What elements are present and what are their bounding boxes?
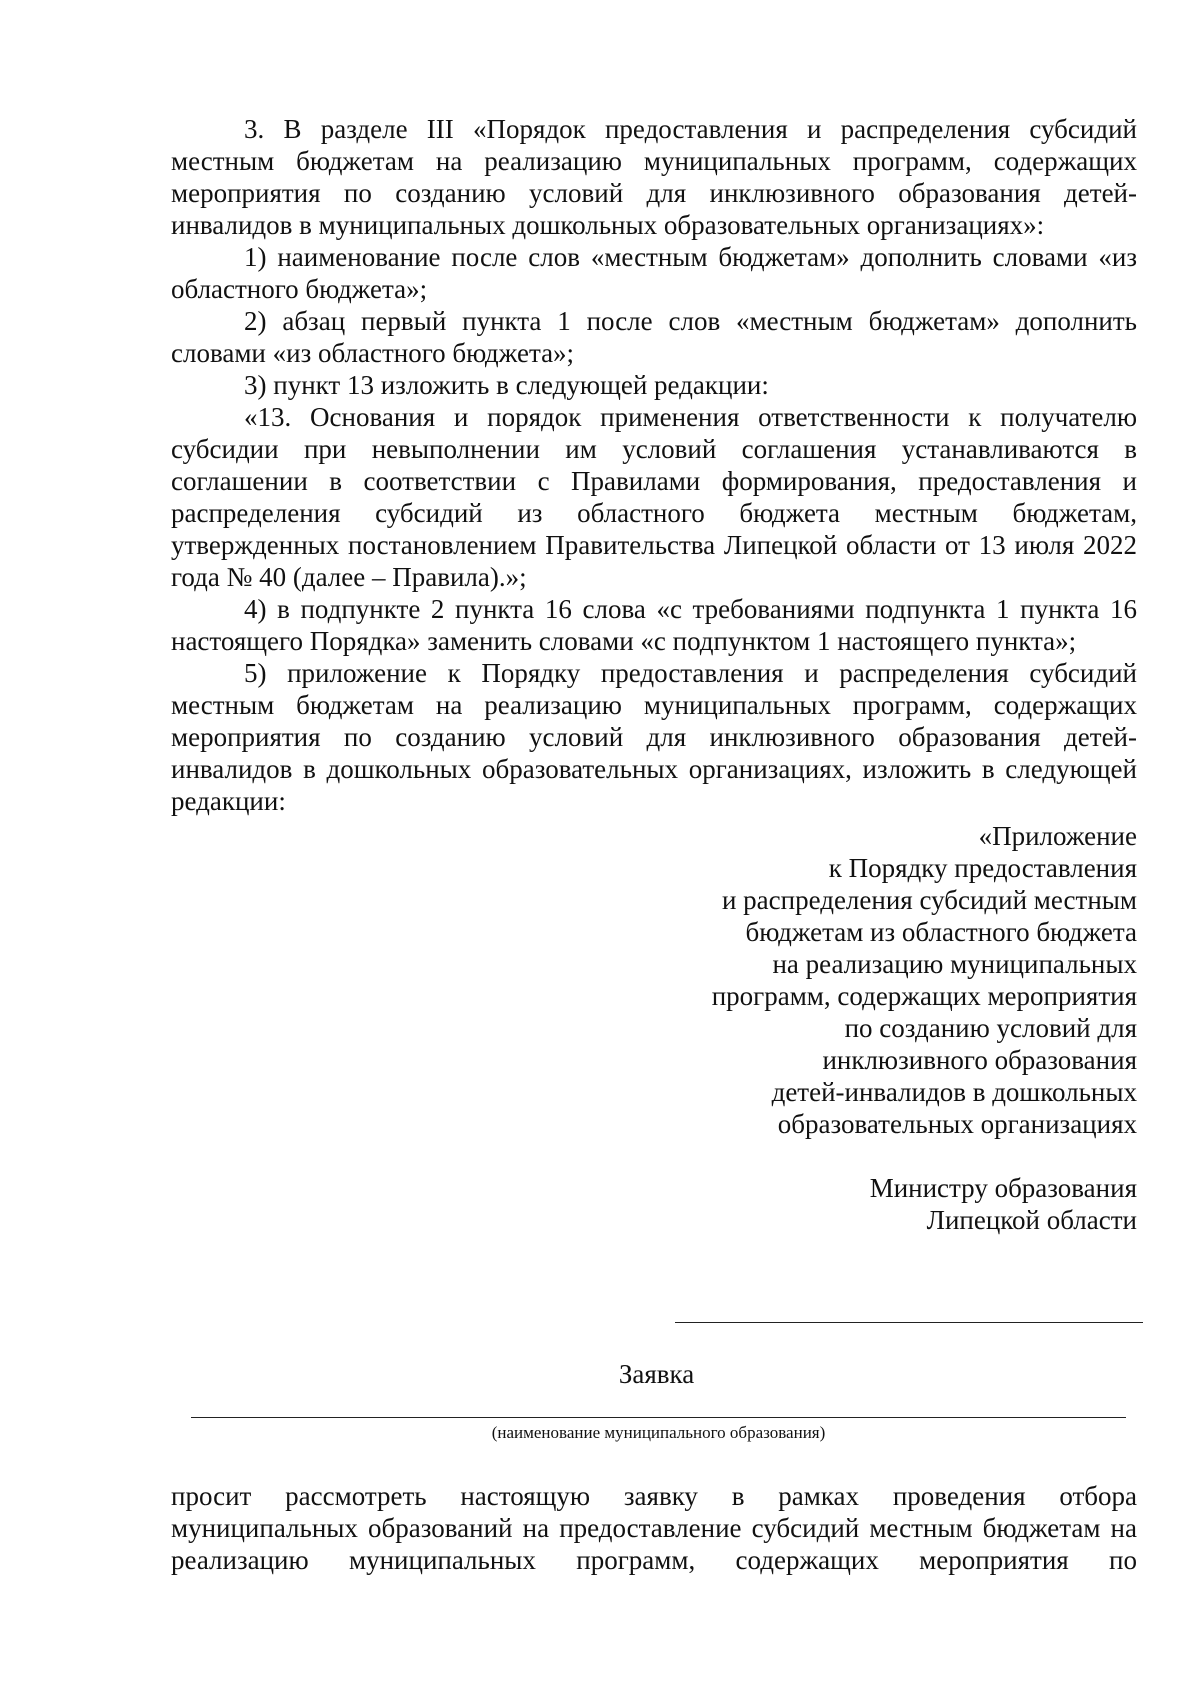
closing-paragraph: просит рассмотреть настоящую заявку в рамках проведения отбора муниципальных образований на предоставление субсидий местным бюджетам на реализацию муниципальных программ, содержащих мероприятия по — [171, 1481, 1137, 1575]
appendix-line: образовательных организациях — [777, 1109, 1137, 1139]
addressee-line: Липецкой области — [926, 1205, 1137, 1235]
body-paragraph: «13. Основания и порядок применения ответственности к получателю субсидии при невыполнении им условий соглашения устанавливаются в соглашении в соответствии с Правилами формирования, предоставления и распределения субсидий из областного бюджета местным бюджетам, утвержденных постановлением Правительства Липецкой области от 13 июля 2022 года № 40 (далее – Правила).»; — [171, 402, 1137, 592]
appendix-line: инклюзивного образования — [822, 1045, 1137, 1075]
body-paragraph: 2) абзац первый пункта 1 после слов «местным бюджетам» дополнить словами «из областного бюджета»; — [171, 306, 1137, 368]
municipality-name-line — [191, 1417, 1126, 1418]
signature-line — [675, 1322, 1143, 1323]
appendix-line: и распределения субсидий местным — [721, 885, 1137, 915]
body-paragraph: 4) в подпункте 2 пункта 16 слова «с требованиями подпункта 1 пункта 16 настоящего Порядка» заменить словами «с подпунктом 1 настоящего пункта»; — [171, 594, 1137, 656]
addressee-line: Министру образования — [869, 1173, 1137, 1203]
appendix-header — [171, 820, 1137, 1140]
appendix-line: по созданию условий для — [844, 1013, 1137, 1043]
body-paragraph: 5) приложение к Порядку предоставления и распределения субсидий местным бюджетам на реализацию муниципальных программ, содержащих мероприятия по созданию условий для инклюзивного образования детей-инвалидов в дошкольных образовательных организациях, изложить в следующей редакции: — [171, 658, 1137, 816]
document-body — [171, 113, 1137, 1236]
appendix-line: на реализацию муниципальных — [772, 949, 1137, 979]
appendix-line: детей-инвалидов в дошкольных — [771, 1077, 1137, 1107]
body-paragraph: 3. В разделе III «Порядок предоставления и распределения субсидий местным бюджетам на реализацию муниципальных программ, содержащих мероприятия по созданию условий для инклюзивного образования детей-инвалидов в муниципальных дошкольных образовательных организациях»: — [171, 114, 1137, 240]
body-paragraph: 3) пункт 13 изложить в следующей редакции: — [244, 370, 769, 400]
application-heading: Заявка — [618, 1359, 695, 1389]
addressee-block — [171, 1172, 1137, 1236]
closing-paragraph-block — [171, 1480, 1137, 1576]
body-paragraph: 1) наименование после слов «местным бюджетам» дополнить словами «из областного бюджета»; — [171, 242, 1137, 304]
municipality-name-caption: (наименование муниципального образования) — [491, 1423, 826, 1442]
appendix-line: бюджетам из областного бюджета — [745, 917, 1137, 947]
appendix-line: программ, содержащих мероприятия — [711, 981, 1137, 1011]
appendix-line: к Порядку предоставления — [828, 853, 1137, 883]
appendix-line: «Приложение — [978, 821, 1137, 851]
